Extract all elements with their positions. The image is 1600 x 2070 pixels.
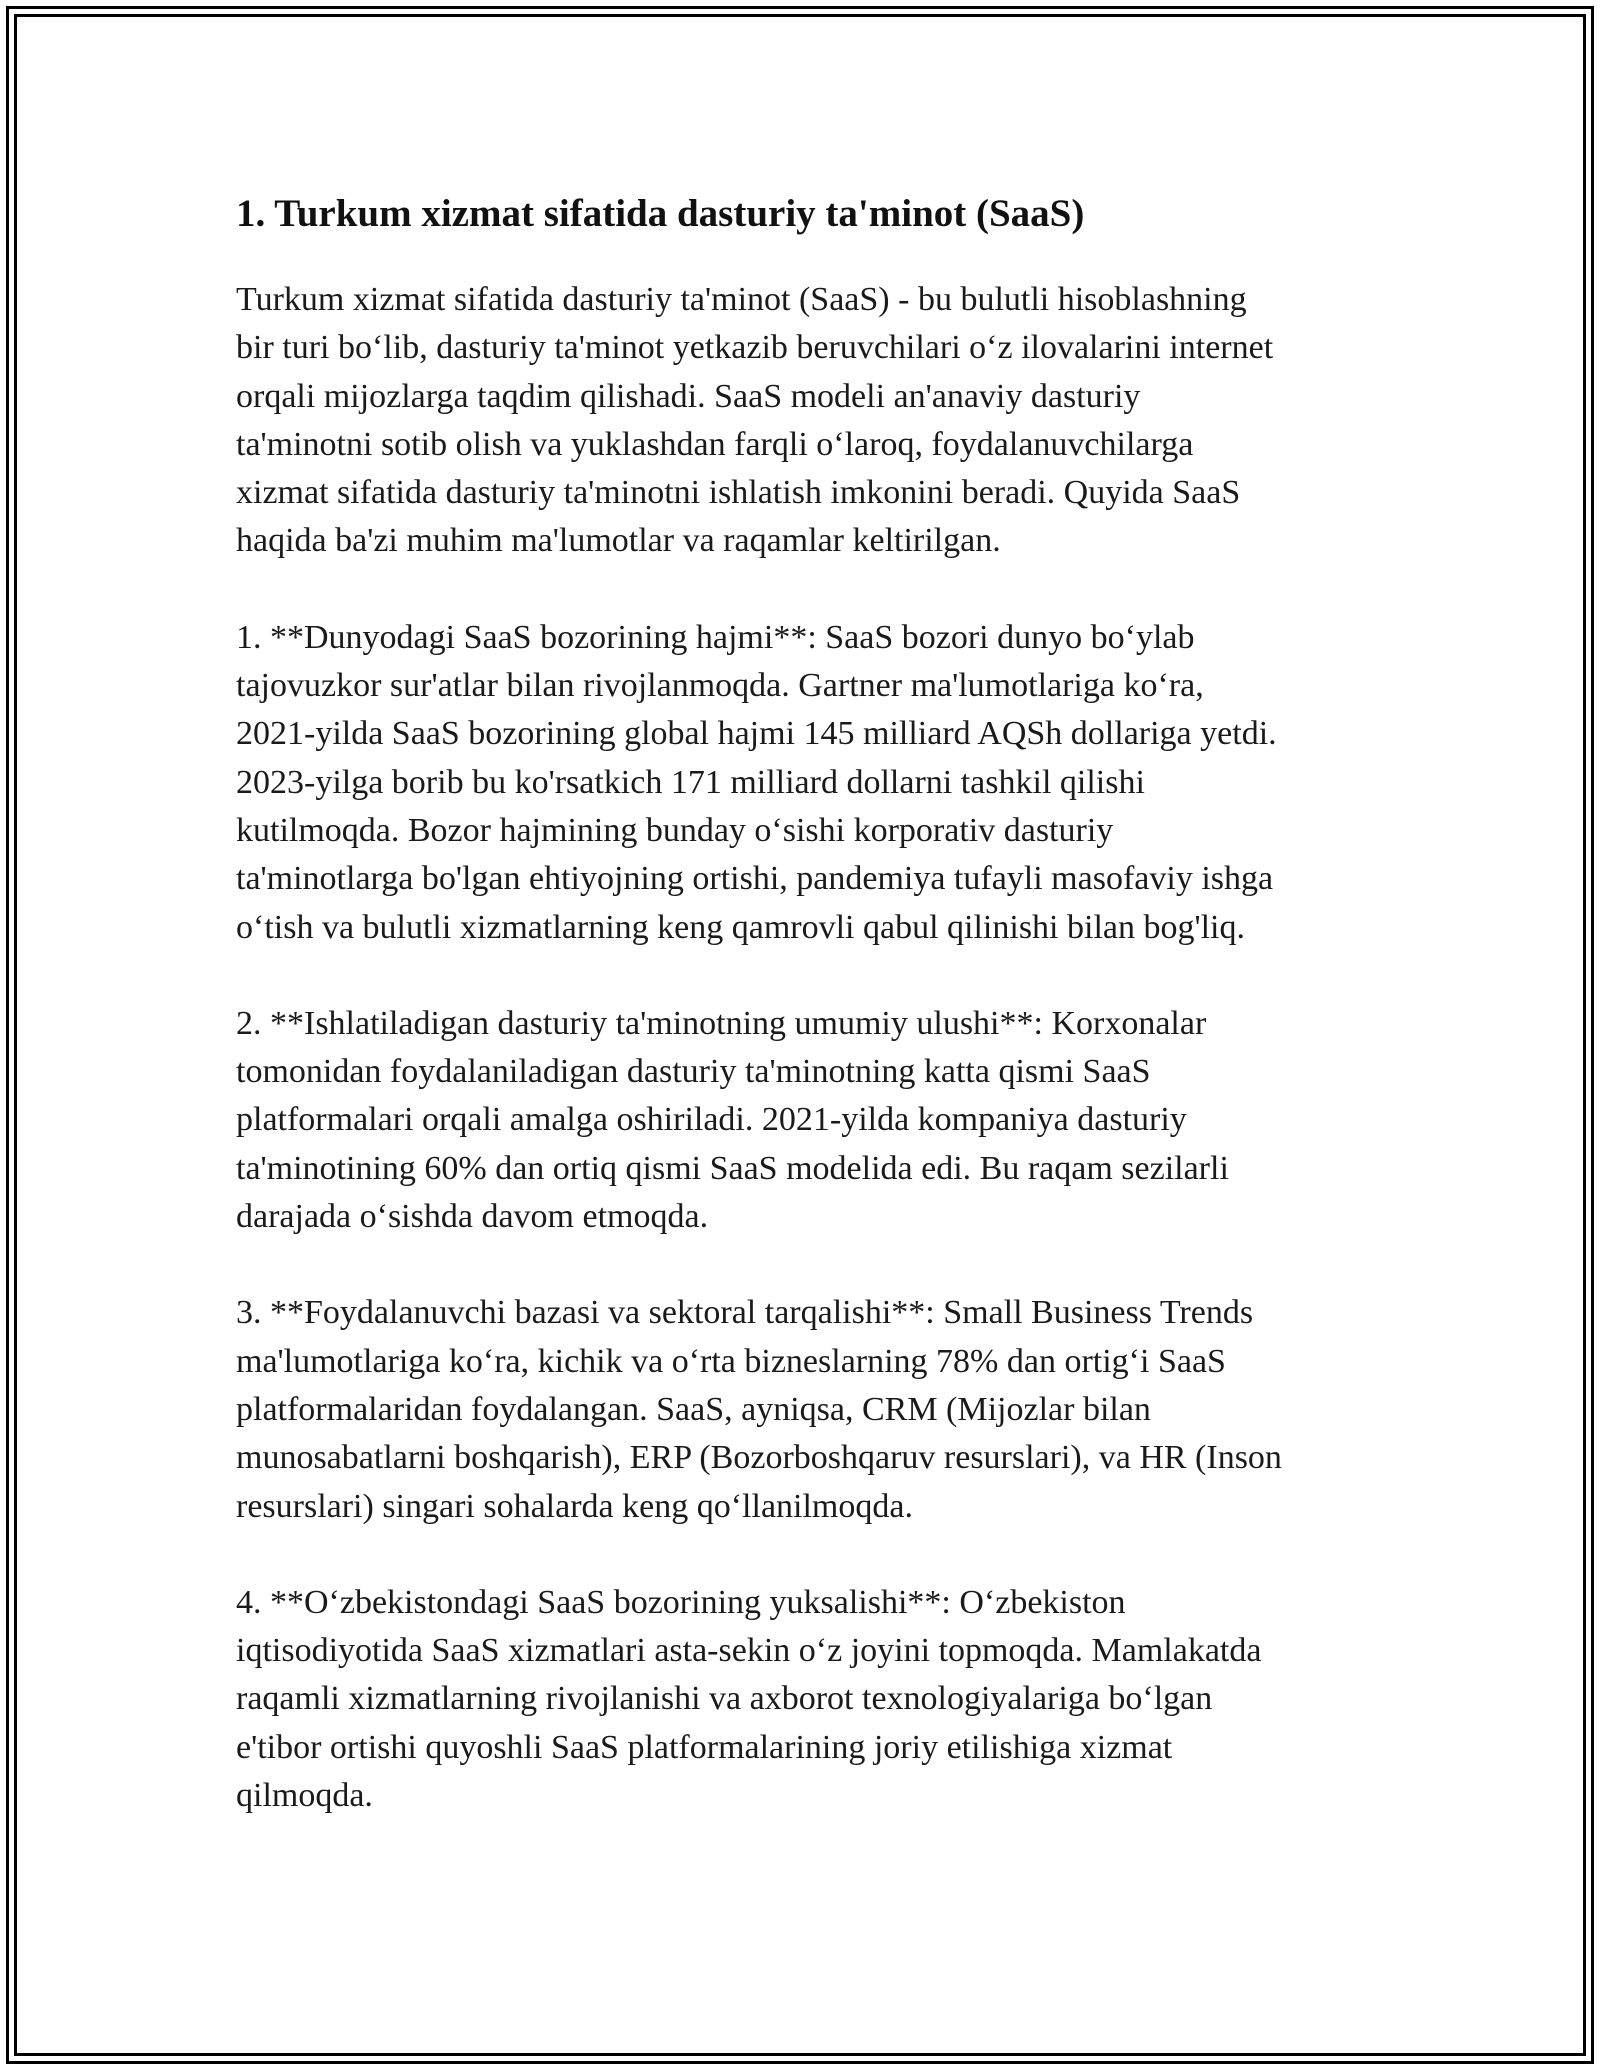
paragraph-market-size: 1. **Dunyodagi SaaS bozorining hajmi**: SaaS bozori dunyo bo‘ylab tajovuzkor sur'atlar bilan rivojlanmoqda. Gartner ma'lumotlariga ko‘ra, 2021-yilda SaaS bozorining global hajmi 145 milliard AQSh dollariga yetdi. 2023-yilga borib bu ko'rsatkich 171 milliard dollarni tashkil qilishi kutilmoqda. Bozor hajmining bunday o‘sishi korporativ dasturiy ta'minotlarga bo'lgan ehtiyojning ortishi, pandemiya tufayli masofaviy ishga o‘tish va bulutli xizmatlarning keng qamrovli qabul qilinishi bilan bog'liq. xyxy=(236,618,1277,946)
document-title: 1. Turkum xizmat sifatida dasturiy ta'minot (SaaS) xyxy=(236,192,1085,235)
paragraph-uzbekistan-market: 4. **O‘zbekistondagi SaaS bozorining yuksalishi**: O‘zbekiston iqtisodiyotida SaaS xizmatlari asta-sekin o‘z joyini topmoqda. Mamlakatda raqamli xizmatlarning rivojlanishi va axborot texnologiyalariga bo‘lgan e'tibor ortishi quyoshli SaaS platformalarining joriy etilishiga xizmat qilmoqda. xyxy=(236,1583,1262,1815)
document-page xyxy=(236,186,1386,1868)
paragraph-user-base: 3. **Foydalanuvchi bazasi va sektoral tarqalishi**: Small Business Trends ma'lumotlariga ko‘ra, kichik va o‘rta bizneslarning 78% dan ortig‘i SaaS platformalaridan foydalangan. SaaS, ayniqsa, CRM (Mijozlar bilan munosabatlarni boshqarish), ERP (Bozorboshqaruv resurslari), va HR (Inson resurslari) singari sohalarda keng qo‘llanilmoqda. xyxy=(236,1294,1282,1525)
intro-paragraph: Turkum xizmat sifatida dasturiy ta'minot (SaaS) - bu bulutli hisoblashning bir turi bo‘lib, dasturiy ta'minot yetkazib beruvchilari o‘z ilovalarini internet orqali mijozlarga taqdim qilishadi. SaaS modeli an'anaviy dasturiy ta'minotni sotib olish va yuklashdan farqli o‘laroq, foydalanuvchilarga xizmat sifatida dasturiy ta'minotni ishlatish imkonini beradi. Quyida SaaS haqida ba'zi muhim ma'lumotlar va raqamlar keltirilgan. xyxy=(236,281,1274,560)
paragraph-software-share: 2. **Ishlatiladigan dasturiy ta'minotning umumiy ulushi**: Korxonalar tomonidan foydalaniladigan dasturiy ta'minotning katta qismi SaaS platformalari orqali amalga oshiriladi. 2021-yilda kompaniya dasturiy ta'minotining 60% dan ortiq qismi SaaS modelida edi. Bu raqam sezilarli darajada o‘sishda davom etmoqda. xyxy=(236,1004,1229,1236)
